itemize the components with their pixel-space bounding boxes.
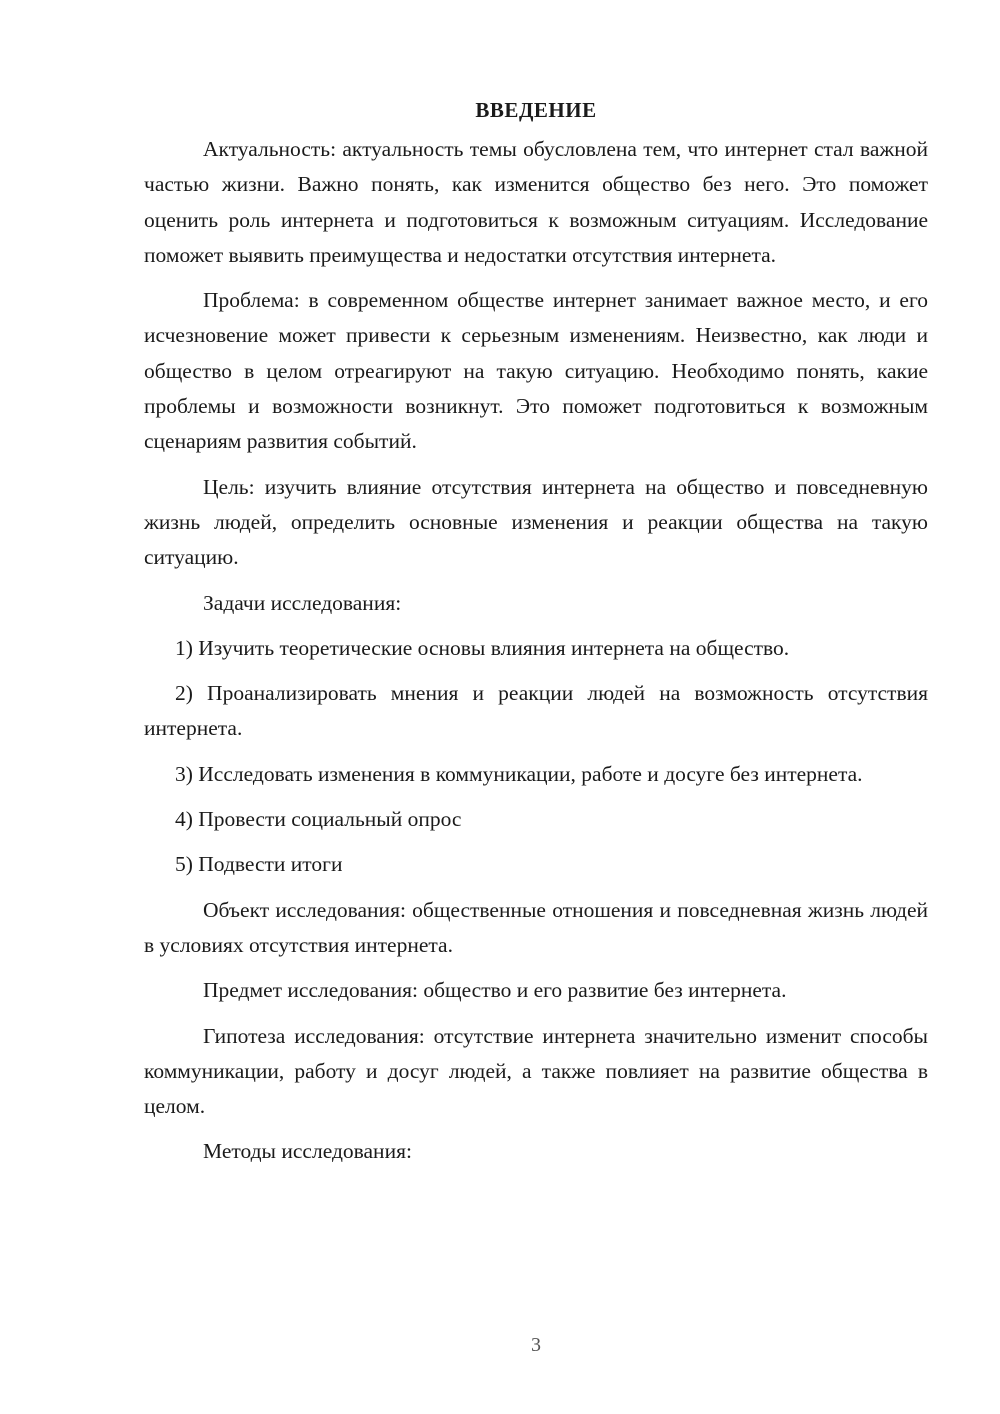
task-item-2: 2) Проанализировать мнения и реакции людей на возможность отсутствия интернета. xyxy=(144,681,928,741)
task-item-1: 1) Изучить теоретические основы влияния интернета на общество. xyxy=(175,635,790,660)
tasks-heading: Задачи исследования: xyxy=(203,590,402,615)
task-item-3: 3) Исследовать изменения в коммуникации, работе и досуге без интернета. xyxy=(175,761,863,786)
paragraph-goal: Цель: изучить влияние отсутствия интернета на общество и повседневную жизнь людей, определить основные изменения и реакции общества на такую ситуацию. xyxy=(144,474,928,570)
paragraph-relevance: Актуальность: актуальность темы обусловлена тем, что интернет стал важной частью жизни. Важно понять, как изменится общество без него. Это поможет оценить роль интернета и подготовиться к возможным ситуациям. Исследование поможет выявить преимущества и недостатки отсутствия интернета. xyxy=(144,137,928,267)
paragraph-problem: Проблема: в современном обществе интернет занимает важное место, и его исчезновение может привести к серьезным изменениям. Неизвестно, как люди и общество в целом отреагируют на такую ситуацию. Необходимо понять, какие проблемы и возможности возникнут. Это поможет подготовиться к возможным сценариям развития событий. xyxy=(144,288,928,454)
paragraph-object: Объект исследования: общественные отношения и повседневная жизнь людей в условиях отсутствия интернета. xyxy=(144,897,928,957)
paragraph-subject: Предмет исследования: общество и его развитие без интернета. xyxy=(203,978,787,1003)
page-number: 3 xyxy=(531,1334,541,1356)
document-page xyxy=(144,92,928,1180)
paragraph-hypothesis: Гипотеза исследования: отсутствие интернета значительно изменит способы коммуникации, работу и досуг людей, а также повлияет на развитие общества в целом. xyxy=(144,1023,928,1119)
methods-heading: Методы исследования: xyxy=(203,1139,412,1164)
task-item-4: 4) Провести социальный опрос xyxy=(175,807,462,832)
page-title: ВВЕДЕНИЕ xyxy=(475,98,597,122)
task-item-5: 5) Подвести итоги xyxy=(175,852,343,877)
